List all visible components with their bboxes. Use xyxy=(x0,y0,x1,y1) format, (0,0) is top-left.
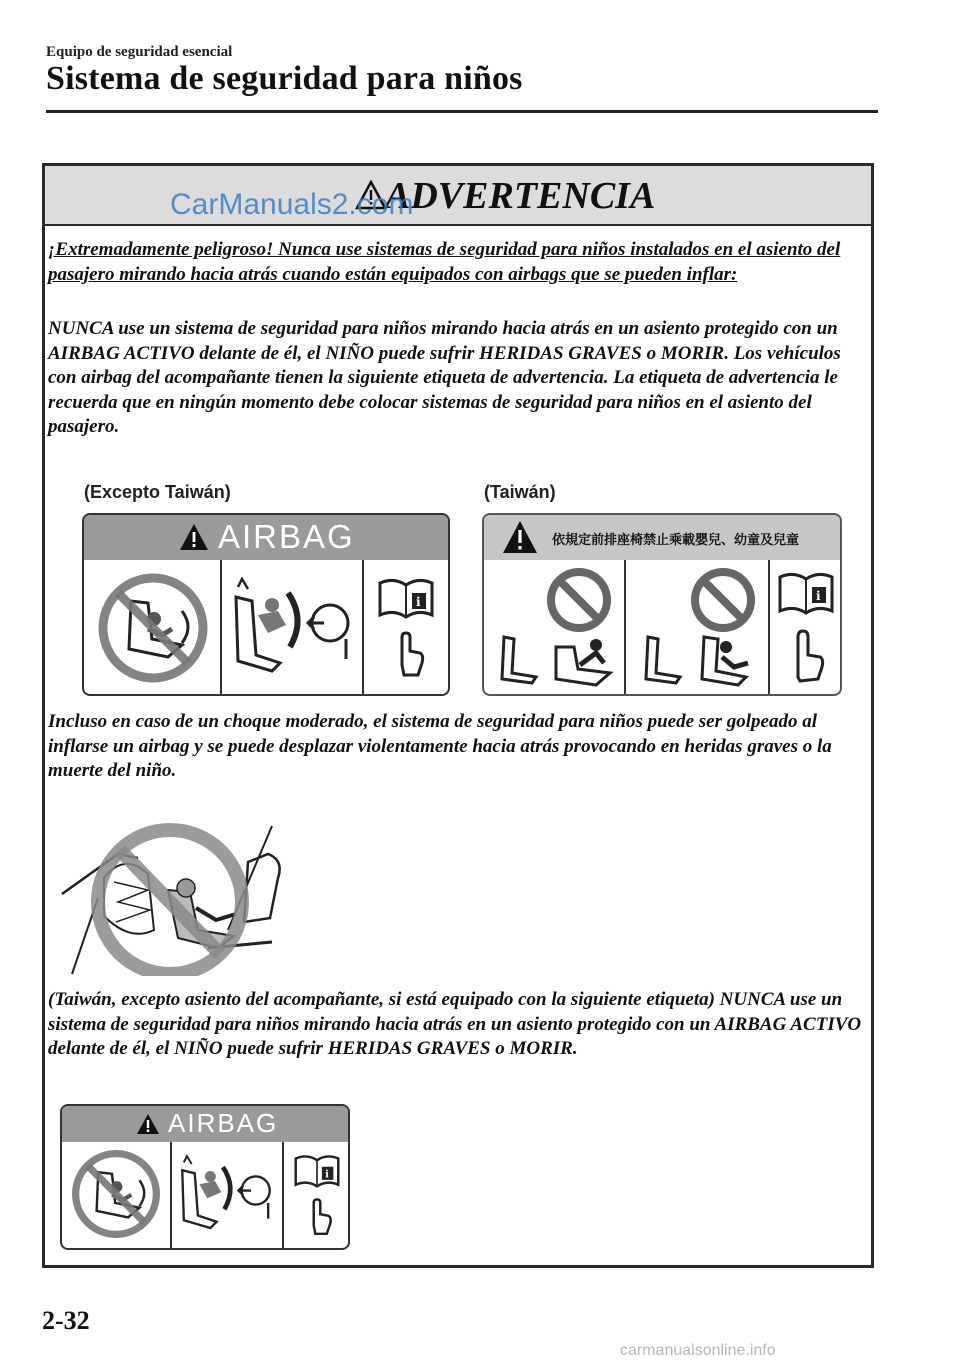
cell-divider xyxy=(624,560,626,694)
watermark-text: CarManuals2.com xyxy=(170,188,414,221)
warning-header xyxy=(45,166,871,226)
airbag-label-header xyxy=(62,1106,348,1142)
child-seat-icon xyxy=(550,633,616,689)
airbag-label-header xyxy=(84,515,448,560)
no-seat-icon xyxy=(544,565,614,635)
warning-body: NUNCA use un sistema de seguridad para niños mirando hacia atrás en un asiento protegido con un AIRBAG ACTIVO delante de él, el NIÑO puede sufrir HERIDAS GRAVES o MORIR. Los vehículos con airbag del acompañante tienen la siguiente etiqueta de advertencia. La etiqueta de advertencia le recuerda que en ningún momento debe colocar sistemas de seguridad para niños en el asiento del pasajero. xyxy=(48,318,841,437)
child-seat-icon xyxy=(698,633,764,689)
warning-triangle-icon xyxy=(136,1113,160,1135)
warning-triangle-icon xyxy=(502,520,538,554)
no-child-seat-icon xyxy=(96,571,210,685)
cell-divider xyxy=(170,1142,172,1248)
cell-divider xyxy=(362,560,364,694)
warning-triangle-icon xyxy=(179,523,209,551)
airbag-label-2 xyxy=(60,1104,350,1250)
airbag-label-1 xyxy=(82,513,450,696)
front-seat-icon xyxy=(496,633,544,689)
caption-except-taiwan: (Excepto Taiwán) xyxy=(84,482,231,502)
paragraph-moderate: Incluso en caso de un choque moderado, el sistema de seguridad para niños puede ser golpeado al inflarse un airbag y se puede desplazar violentamente hacia atrás provocando en heridas graves o la muerte del niño. xyxy=(48,711,832,781)
caption-taiwan: (Taiwán) xyxy=(484,482,556,502)
manual-book-icon xyxy=(290,1152,344,1242)
cell-divider xyxy=(220,560,222,694)
airbag-label-text: AIRBAG xyxy=(168,1108,279,1138)
manual-book-icon xyxy=(374,575,438,685)
taiwan-label xyxy=(482,513,842,696)
svg-text:i: i xyxy=(416,595,421,609)
svg-text:i: i xyxy=(325,1169,329,1181)
airbag-collision-illustration xyxy=(58,818,308,976)
no-child-seat-icon xyxy=(70,1148,162,1240)
front-seat-icon xyxy=(640,633,688,689)
cell-divider xyxy=(282,1142,284,1248)
section-label: Equipo de seguridad esencial xyxy=(46,44,233,60)
site-watermark[interactable]: carmanualsonline.info xyxy=(620,1342,776,1359)
warning-title: ADVERTENCIA xyxy=(385,175,656,217)
page-number: 2-32 xyxy=(42,1306,90,1335)
airbag-impact-icon xyxy=(176,1152,276,1240)
no-seat-icon xyxy=(688,565,758,635)
title-rule xyxy=(46,110,878,113)
airbag-label-text: AIRBAG xyxy=(218,518,355,555)
svg-text:i: i xyxy=(816,589,821,603)
taiwan-label-header xyxy=(484,515,840,560)
page-title: Sistema de seguridad para niños xyxy=(46,60,523,97)
cell-divider xyxy=(768,560,770,694)
manual-book-icon xyxy=(776,567,836,693)
taiwan-label-text: 依規定前排座椅禁止乘載嬰兒、幼童及兒童 xyxy=(552,533,800,548)
paragraph-taiwan: (Taiwán, excepto asiento del acompañante, si está equipado con la siguiente etiqueta) NUNCA use un sistema de seguridad para niños mirando hacia atrás en un asiento protegido con un AIRBAG ACTIVO delante de él, el NIÑO puede sufrir HERIDAS GRAVES o MORIR. xyxy=(48,989,862,1059)
warning-heading: ¡Extremadamente peligroso! Nunca use sistemas de seguridad para niños instalados en el asiento del pasajero mirando hacia atrás cuando están equipados con airbags que se pueden inflar: xyxy=(48,239,841,285)
airbag-impact-icon xyxy=(228,575,356,685)
